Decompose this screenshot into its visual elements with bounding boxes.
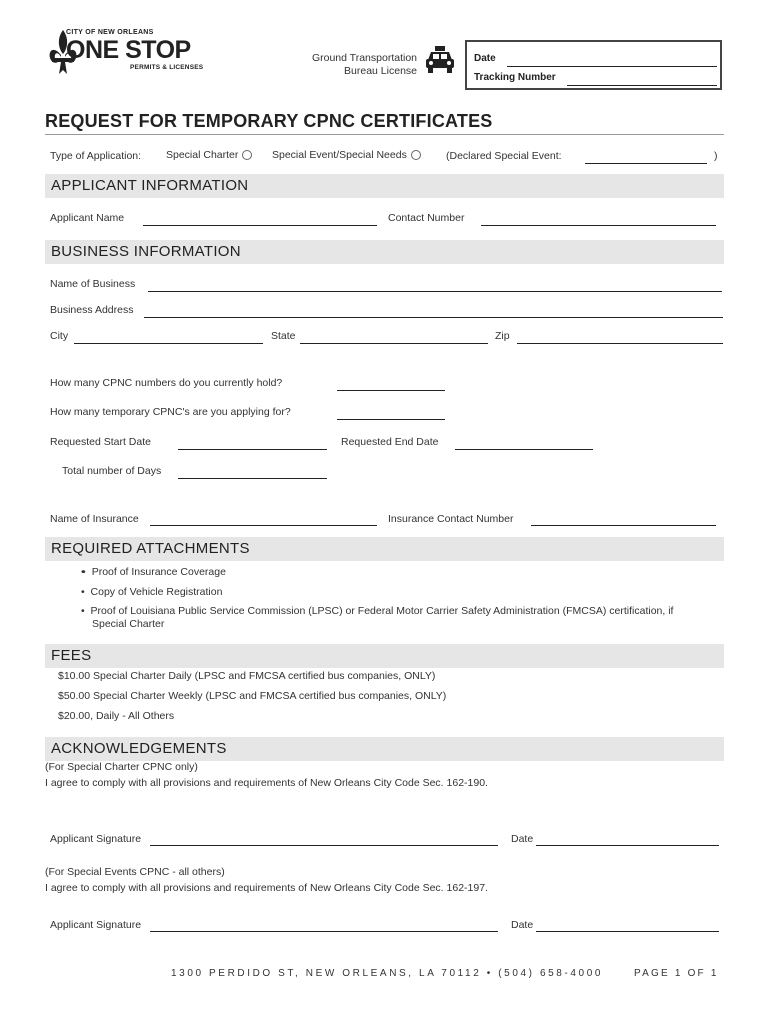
events-agreement: I agree to comply with all provisions and requirements of New Orleans City Code Sec. 162-197. bbox=[45, 882, 488, 894]
office-use-box bbox=[465, 40, 722, 90]
current-cpnc-label: How many CPNC numbers do you currently hold? bbox=[50, 377, 283, 389]
tracking-label: Tracking Number bbox=[474, 72, 556, 83]
bureau-label bbox=[285, 52, 417, 78]
declared-close-paren: ) bbox=[714, 150, 718, 162]
business-address-label: Business Address bbox=[50, 304, 134, 316]
special-event-label: Special Event/Special Needs bbox=[272, 149, 407, 161]
applicant-section-header bbox=[45, 174, 724, 198]
acknowledgements-section-title: ACKNOWLEDGEMENTS bbox=[51, 740, 227, 757]
attachment-bullet-2: • bbox=[81, 586, 91, 598]
footer-address: 1300 PERDIDO ST, NEW ORLEANS, LA 70112 • (504) 658-4000 bbox=[171, 968, 604, 979]
state-label: State bbox=[271, 330, 296, 342]
events-note: (For Special Events CPNC - all others) bbox=[45, 866, 225, 878]
events-signature-label: Applicant Signature bbox=[50, 919, 142, 931]
declared-event-label: (Declared Special Event: bbox=[446, 150, 562, 162]
insurance-name-field[interactable] bbox=[150, 525, 377, 526]
attachment-item-3 bbox=[81, 605, 673, 631]
fees-section-title: FEES bbox=[51, 647, 92, 664]
charter-date-label: Date bbox=[511, 833, 534, 845]
attachment-item-3-line-2: Special Charter bbox=[92, 618, 165, 630]
page-title: REQUEST FOR TEMPORARY CPNC CERTIFICATES bbox=[45, 111, 493, 131]
zip-field[interactable] bbox=[517, 343, 723, 344]
special-charter-label: Special Charter bbox=[166, 149, 239, 161]
declared-event-field[interactable] bbox=[585, 163, 707, 164]
special-charter-radio[interactable] bbox=[242, 150, 252, 160]
attachment-item-2 bbox=[81, 586, 222, 598]
logo-sub-text: PERMITS & LICENSES bbox=[130, 64, 204, 71]
end-date-field[interactable] bbox=[455, 449, 593, 450]
contact-number-field[interactable] bbox=[481, 225, 716, 226]
fee-item-1: $10.00 Special Charter Daily (LPSC and FMCSA certified bus companies, ONLY) bbox=[58, 670, 436, 682]
acknowledgements-section-header bbox=[45, 737, 724, 761]
special-event-radio[interactable] bbox=[411, 150, 421, 160]
fee-item-3: $20.00, Daily - All Others bbox=[58, 710, 175, 722]
applicant-section-title: APPLICANT INFORMATION bbox=[51, 177, 249, 194]
date-field[interactable] bbox=[507, 66, 717, 67]
tracking-number-field[interactable] bbox=[567, 85, 717, 86]
events-date-label: Date bbox=[511, 919, 534, 931]
logo-main-text: ONE STOP bbox=[66, 36, 191, 64]
attachment-bullet-1: • bbox=[81, 566, 85, 578]
charter-signature-field[interactable] bbox=[150, 845, 498, 846]
business-address-field[interactable] bbox=[144, 317, 723, 318]
charter-agreement: I agree to comply with all provisions and requirements of New Orleans City Code Sec. 162-190. bbox=[45, 777, 488, 789]
special-event-option[interactable] bbox=[272, 149, 421, 161]
events-date-field[interactable] bbox=[536, 931, 719, 932]
business-section-header bbox=[45, 240, 724, 264]
business-name-field[interactable] bbox=[148, 291, 722, 292]
attachment-item-2-text: Copy of Vehicle Registration bbox=[90, 586, 223, 598]
special-charter-option[interactable] bbox=[166, 149, 252, 161]
temp-cpnc-field[interactable] bbox=[337, 419, 445, 420]
charter-date-field[interactable] bbox=[536, 845, 719, 846]
insurance-name-label: Name of Insurance bbox=[50, 513, 139, 525]
business-section-title: BUSINESS INFORMATION bbox=[51, 243, 241, 260]
application-type-label: Type of Application: bbox=[50, 150, 142, 162]
attachment-item-3-line-1: Proof of Louisiana Public Service Commission (LPSC) or Federal Motor Carrier Safety Administration (FMCSA) certification, if bbox=[90, 605, 674, 617]
business-name-label: Name of Business bbox=[50, 278, 136, 290]
current-cpnc-field[interactable] bbox=[337, 390, 445, 391]
state-field[interactable] bbox=[300, 343, 488, 344]
total-days-label: Total number of Days bbox=[62, 465, 162, 477]
end-date-label: Requested End Date bbox=[341, 436, 439, 448]
logo bbox=[44, 28, 214, 78]
attachment-item-1: • Proof of Insurance Coverage bbox=[82, 566, 226, 578]
bureau-line-2: Bureau License bbox=[344, 65, 417, 77]
zip-label: Zip bbox=[495, 330, 510, 342]
city-field[interactable] bbox=[74, 343, 263, 344]
total-days-field[interactable] bbox=[178, 478, 327, 479]
events-signature-field[interactable] bbox=[150, 931, 498, 932]
logo-top-text: CITY OF NEW ORLEANS bbox=[66, 29, 154, 36]
charter-note: (For Special Charter CPNC only) bbox=[45, 761, 198, 773]
charter-signature-label: Applicant Signature bbox=[50, 833, 142, 845]
title-divider bbox=[45, 134, 724, 135]
insurance-contact-field[interactable] bbox=[531, 525, 716, 526]
contact-number-label: Contact Number bbox=[388, 212, 465, 224]
fees-section-header bbox=[45, 644, 724, 668]
insurance-contact-label: Insurance Contact Number bbox=[388, 513, 514, 525]
city-label: City bbox=[50, 330, 69, 342]
date-label: Date bbox=[474, 53, 496, 64]
attachments-section-title: REQUIRED ATTACHMENTS bbox=[51, 540, 250, 557]
attachment-bullet-3: • bbox=[81, 605, 91, 617]
temp-cpnc-label: How many temporary CPNC's are you applying for? bbox=[50, 406, 291, 418]
taxi-icon bbox=[425, 46, 455, 74]
start-date-field[interactable] bbox=[178, 449, 327, 450]
start-date-label: Requested Start Date bbox=[50, 436, 151, 448]
footer-page-number: PAGE 1 OF 1 bbox=[634, 968, 719, 979]
bureau-line-1: Ground Transportation bbox=[311, 52, 417, 64]
applicant-name-label: Applicant Name bbox=[50, 212, 125, 224]
applicant-name-field[interactable] bbox=[143, 225, 377, 226]
attachments-section-header bbox=[45, 537, 724, 561]
fee-item-2: $50.00 Special Charter Weekly (LPSC and FMCSA certified bus companies, ONLY) bbox=[58, 690, 447, 702]
